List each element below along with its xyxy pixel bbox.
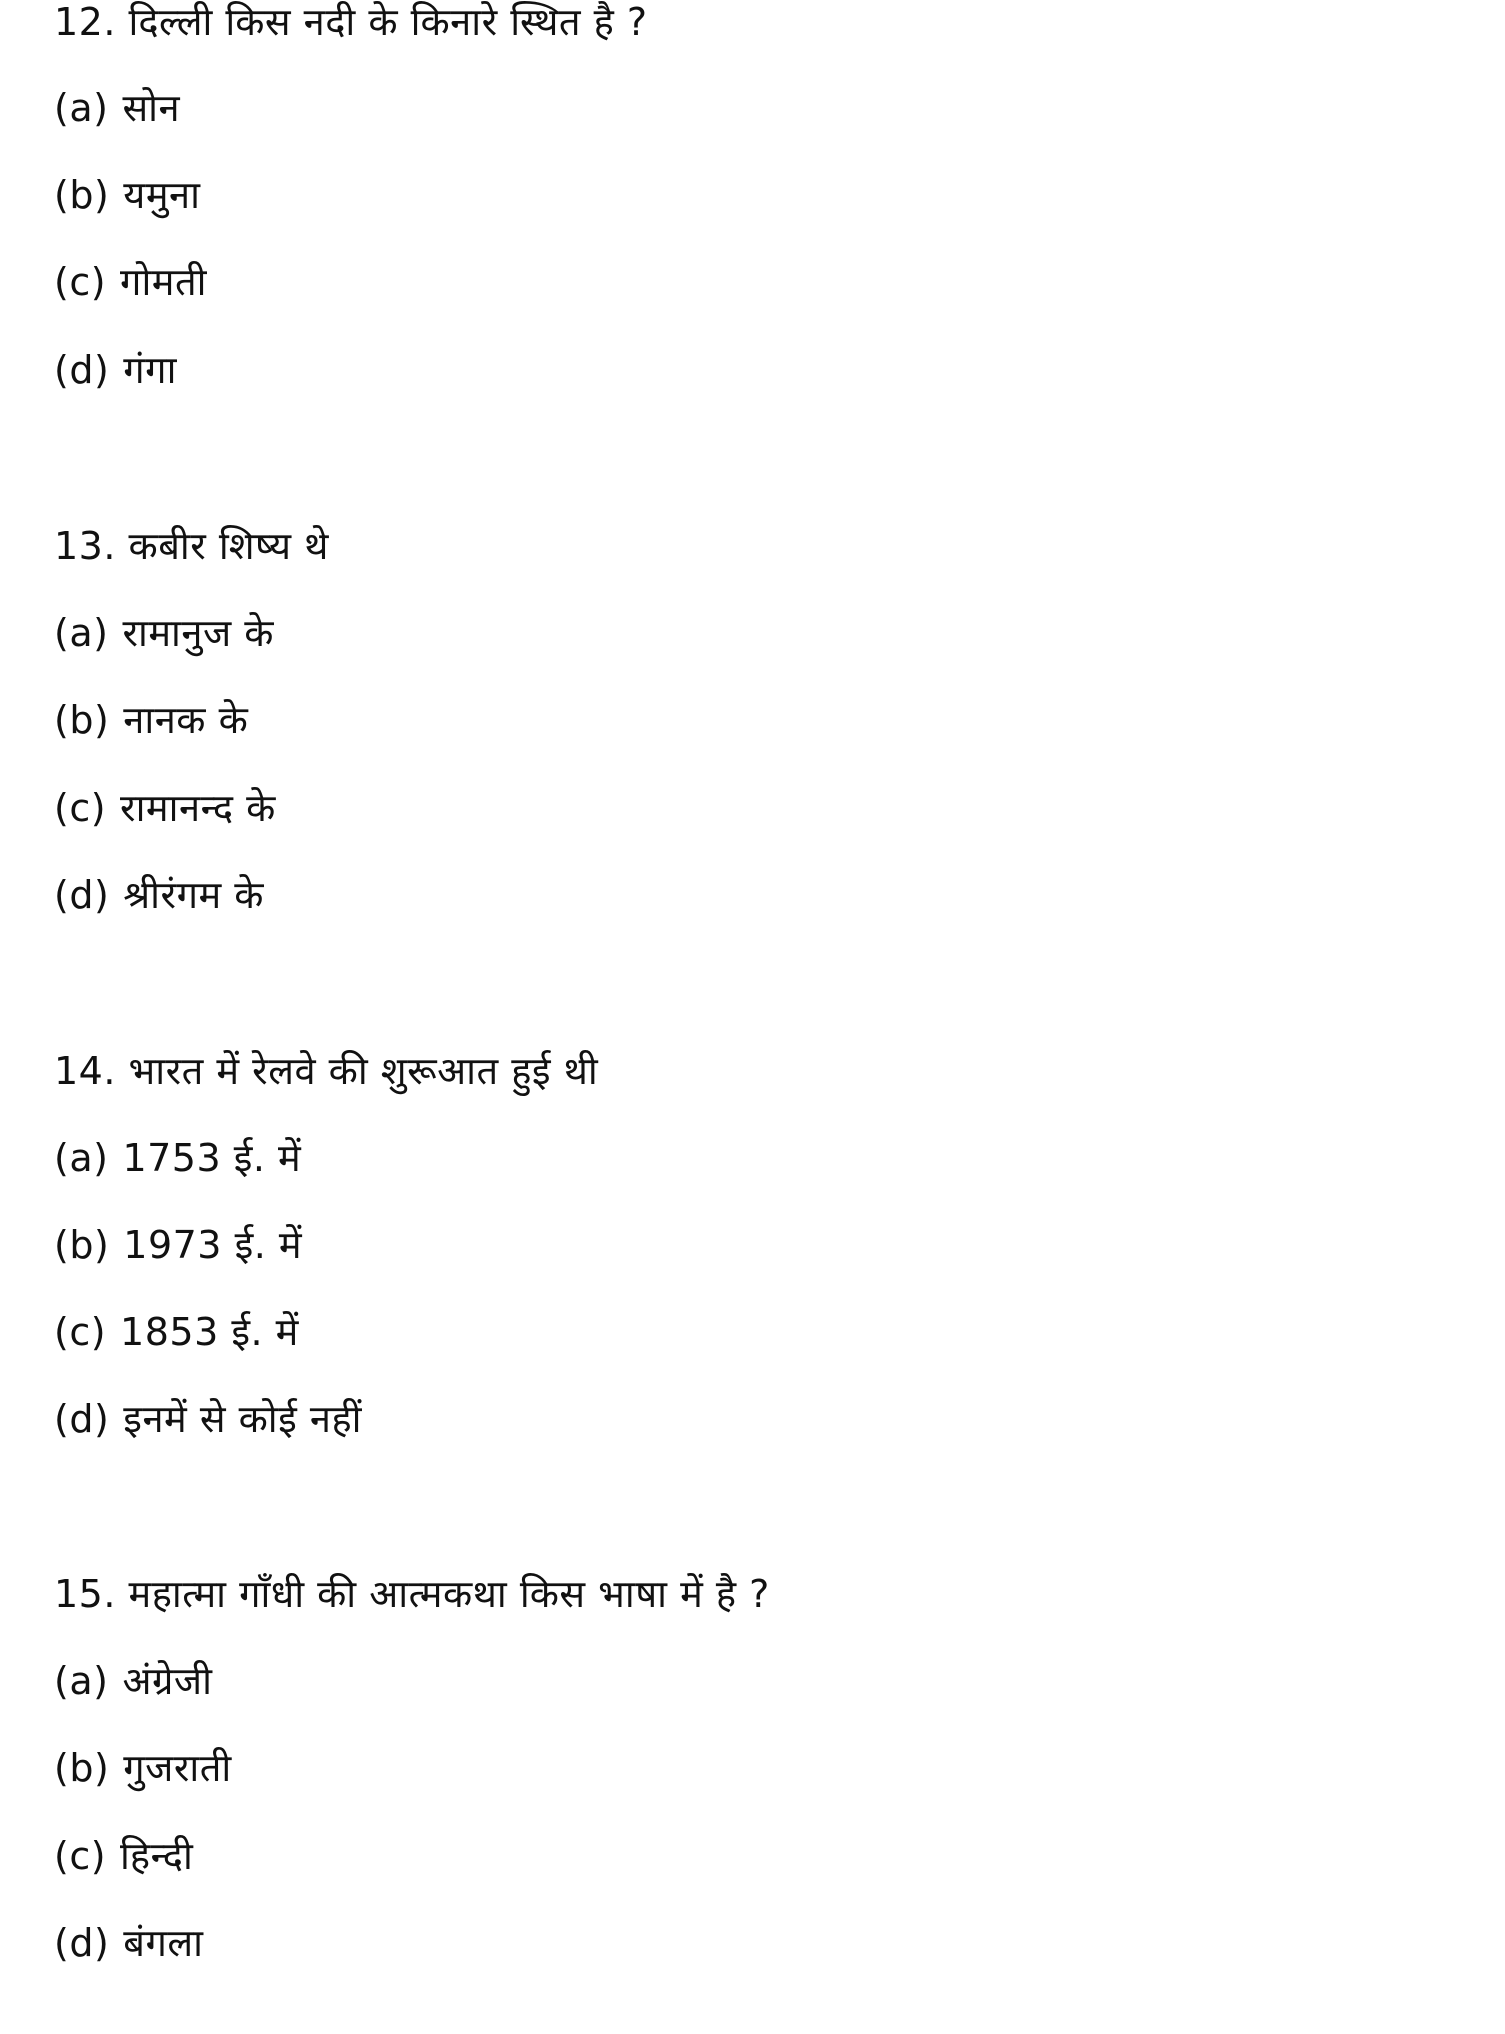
- question-number: 13.: [54, 524, 116, 568]
- option-label: (a): [54, 611, 109, 655]
- option-14-b: [54, 1219, 302, 1271]
- question-text: भारत में रेलवे की शुरूआत हुई थी: [128, 1049, 599, 1093]
- option-text: गंगा: [123, 348, 177, 392]
- question-13: [54, 520, 329, 572]
- option-13-c: [54, 782, 276, 834]
- option-label: (c): [54, 260, 107, 304]
- option-text: रामानन्द के: [120, 786, 276, 830]
- option-label: (c): [54, 1310, 107, 1354]
- option-label: (d): [54, 873, 110, 917]
- option-label: (b): [54, 1746, 110, 1790]
- option-12-a: [54, 82, 180, 134]
- option-text: हिन्दी: [120, 1834, 194, 1878]
- question-text: महात्मा गाँधी की आत्मकथा किस भाषा में है ?: [128, 1572, 770, 1616]
- question-number: 14.: [54, 1049, 116, 1093]
- option-text: 1753 ई. में: [122, 1136, 302, 1180]
- option-text: इनमें से कोई नहीं: [123, 1397, 362, 1441]
- question-number: 15.: [54, 1572, 116, 1616]
- option-15-a: [54, 1655, 212, 1707]
- option-label: (d): [54, 348, 110, 392]
- option-text: 1853 ई. में: [120, 1310, 299, 1354]
- option-text: नानक के: [123, 698, 249, 742]
- question-15: [54, 1568, 770, 1620]
- question-text: कबीर शिष्य थे: [128, 524, 329, 568]
- option-label: (d): [54, 1397, 110, 1441]
- option-text: गुजराती: [123, 1746, 232, 1790]
- option-label: (c): [54, 1834, 107, 1878]
- option-text: सोन: [122, 86, 181, 130]
- option-label: (b): [54, 173, 110, 217]
- option-label: (b): [54, 698, 110, 742]
- option-15-b: [54, 1742, 232, 1794]
- option-12-c: [54, 256, 207, 308]
- option-text: बंगला: [123, 1921, 204, 1965]
- option-15-c: [54, 1830, 193, 1882]
- option-text: रामानुज के: [122, 611, 274, 655]
- option-label: (a): [54, 1659, 109, 1703]
- option-14-d: [54, 1393, 362, 1445]
- option-14-a: [54, 1132, 301, 1184]
- option-text: अंग्रेजी: [122, 1659, 213, 1703]
- option-text: 1973 ई. में: [123, 1223, 303, 1267]
- option-13-a: [54, 607, 274, 659]
- option-12-d: [54, 344, 177, 396]
- question-12: [54, 0, 648, 48]
- question-text: दिल्ली किस नदी के किनारे स्थित है ?: [128, 0, 648, 44]
- option-label: (a): [54, 1136, 109, 1180]
- option-13-d: [54, 869, 264, 921]
- option-15-d: [54, 1917, 203, 1969]
- option-14-c: [54, 1306, 299, 1358]
- option-label: (c): [54, 786, 107, 830]
- option-label: (b): [54, 1223, 110, 1267]
- option-12-b: [54, 169, 200, 221]
- question-number: 12.: [54, 0, 116, 44]
- option-text: श्रीरंगम के: [123, 873, 264, 917]
- option-label: (a): [54, 86, 109, 130]
- option-text: गोमती: [120, 260, 208, 304]
- option-label: (d): [54, 1921, 110, 1965]
- question-14: [54, 1045, 598, 1097]
- option-13-b: [54, 694, 248, 746]
- option-text: यमुना: [123, 173, 201, 217]
